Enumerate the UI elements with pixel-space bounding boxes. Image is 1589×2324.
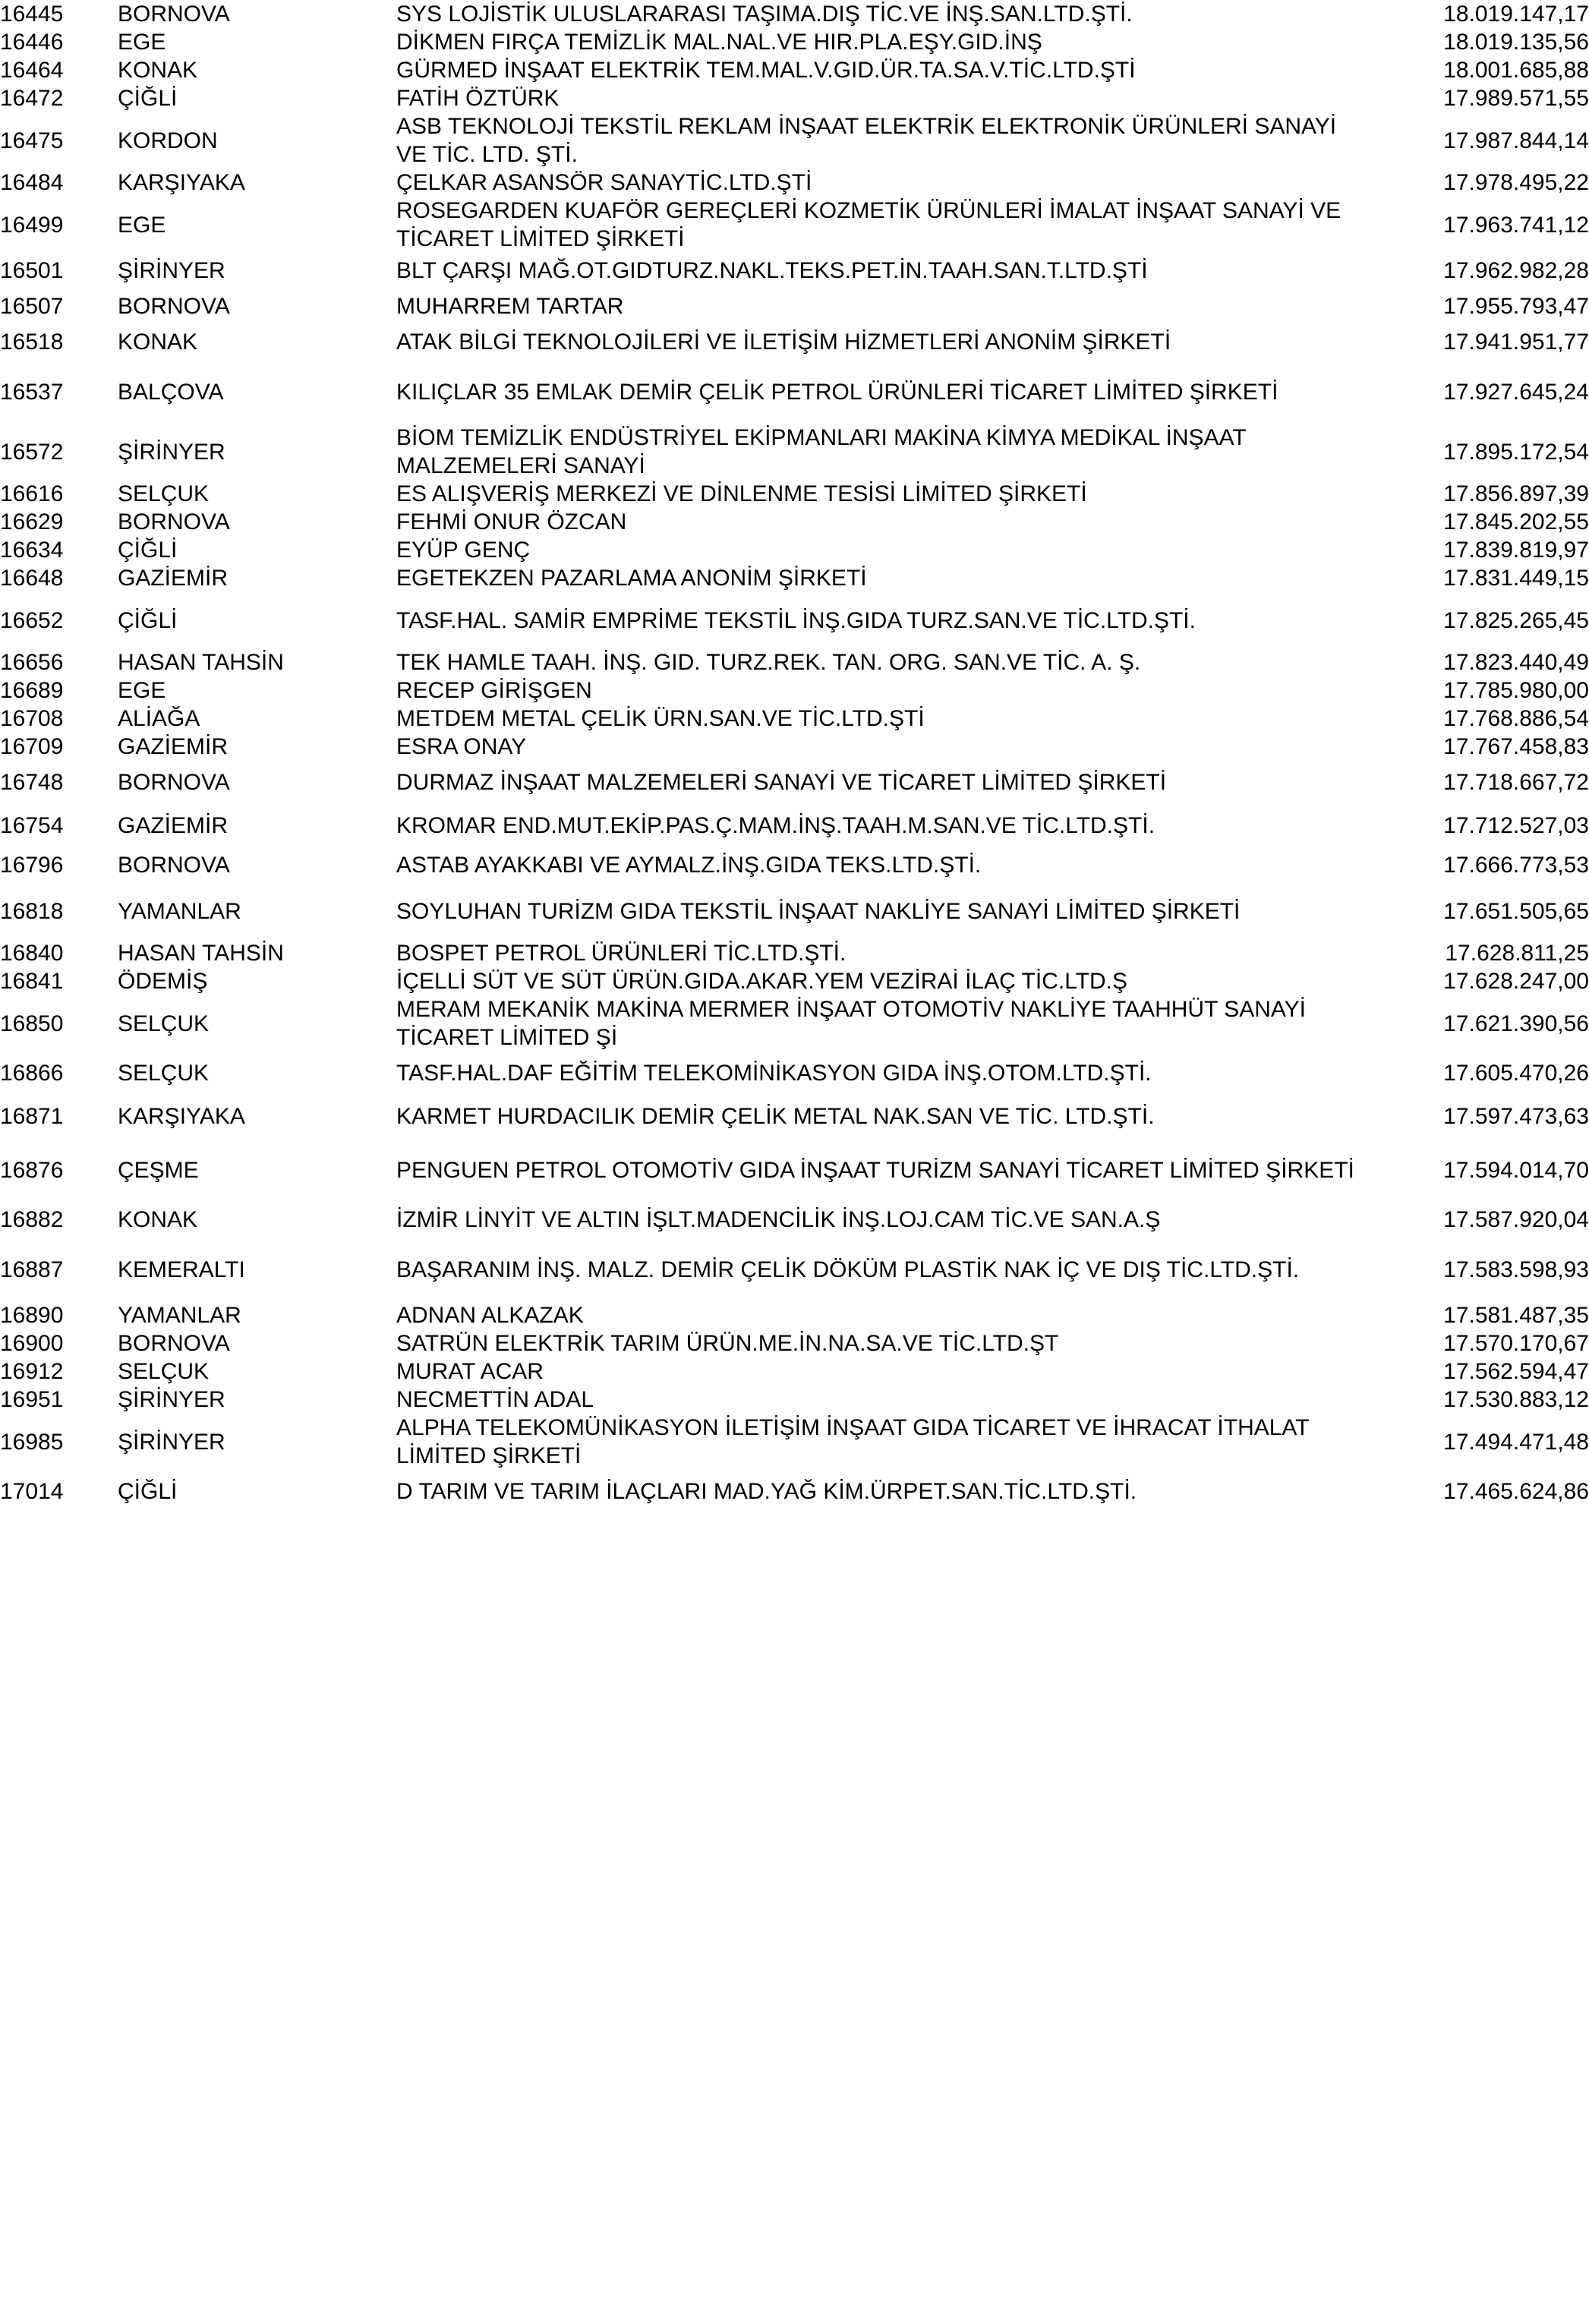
rank-cell: 16841 xyxy=(0,969,64,994)
taxpayer-name-cell: D TARIM VE TARIM İLAÇLARI MAD.YAĞ KİM.ÜRPET.SAN.TİC.LTD.ŞTİ. xyxy=(396,1479,1137,1504)
tax-office-cell: EGE xyxy=(118,678,166,703)
taxpayer-name-cell: ESRA ONAY xyxy=(396,734,527,759)
amount-cell: 17.587.920,04 xyxy=(1443,1207,1589,1232)
rank-cell: 16501 xyxy=(0,258,64,283)
taxpayer-name-cell: EGETEKZEN PAZARLAMA ANONİM ŞİRKETİ xyxy=(396,566,867,591)
tax-office-cell: ŞİRİNYER xyxy=(118,1387,225,1412)
tax-office-cell: BORNOVA xyxy=(118,294,230,319)
table-row xyxy=(0,804,1589,847)
rank-cell: 16446 xyxy=(0,30,64,55)
taxpayer-name-cell: NECMETTİN ADAL xyxy=(396,1387,594,1412)
amount-cell: 17.823.440,49 xyxy=(1443,650,1589,675)
table-row xyxy=(0,0,1589,28)
amount-cell: 17.845.202,55 xyxy=(1443,509,1589,534)
taxpayer-name-cell: EYÜP GENÇ xyxy=(396,538,531,563)
table-row xyxy=(0,995,1589,1052)
taxpayer-name-cell: KROMAR END.MUT.EKİP.PAS.Ç.MAM.İNŞ.TAAH.M.SAN.VE TİC.LTD.ŞTİ. xyxy=(396,813,1155,838)
amount-cell: 17.825.265,45 xyxy=(1443,607,1589,633)
amount-cell: 17.767.458,83 xyxy=(1443,734,1589,759)
taxpayer-name-cell: MERAM MEKANİK MAKİNA MERMER İNŞAAT OTOMOTİV NAKLİYE TAAHHÜT SANAYİ TİCARET LİMİTED Şİ xyxy=(396,997,1306,1050)
rank-cell: 16634 xyxy=(0,538,64,563)
rank-cell: 16518 xyxy=(0,330,64,355)
tax-office-cell: GAZİEMİR xyxy=(118,566,229,591)
rank-cell: 16709 xyxy=(0,734,64,759)
rank-cell: 16754 xyxy=(0,813,64,838)
taxpayer-name-cell: BİOM TEMİZLİK ENDÜSTRİYEL EKİPMANLARI MAKİNA KİMYA MEDİKAL İNŞAAT MALZEMELERİ SANAYİ xyxy=(396,425,1247,478)
table-row xyxy=(0,1470,1589,1513)
rank-cell: 16652 xyxy=(0,607,64,633)
taxpayer-name-cell: SOYLUHAN TURİZM GIDA TEKSTİL İNŞAAT NAKLİYE SANAYİ LİMİTED ŞİRKETİ xyxy=(396,898,1241,924)
table-row xyxy=(0,705,1589,733)
tax-office-cell: BORNOVA xyxy=(118,770,230,795)
rank-cell: 16876 xyxy=(0,1157,64,1183)
tax-office-cell: KARŞIYAKA xyxy=(118,170,245,195)
rank-cell: 17014 xyxy=(0,1479,64,1504)
tax-office-cell: ALİAĞA xyxy=(118,706,200,731)
tax-office-cell: KORDON xyxy=(118,128,218,153)
amount-cell: 17.962.982,28 xyxy=(1443,258,1589,283)
tax-office-cell: ŞİRİNYER xyxy=(118,258,225,283)
amount-cell: 17.605.470,26 xyxy=(1443,1061,1589,1086)
table-row xyxy=(0,28,1589,56)
rank-cell: 16887 xyxy=(0,1257,64,1282)
taxpayer-name-cell: TASF.HAL.DAF EĞİTİM TELEKOMİNİKASYON GIDA İNŞ.OTOM.LTD.ŞTİ. xyxy=(396,1061,1152,1086)
tax-office-cell: KONAK xyxy=(118,58,198,83)
amount-cell: 17.583.598,93 xyxy=(1443,1257,1589,1282)
rank-cell: 16890 xyxy=(0,1303,64,1328)
table-row xyxy=(0,592,1589,648)
table-row xyxy=(0,1052,1589,1095)
tax-office-cell: BORNOVA xyxy=(118,2,230,27)
tax-office-cell: ÇİĞLİ xyxy=(118,607,178,633)
rank-cell: 16507 xyxy=(0,294,64,319)
table-row xyxy=(0,1301,1589,1329)
tax-office-cell: HASAN TAHSİN xyxy=(118,650,284,675)
tax-office-cell: KONAK xyxy=(118,1207,198,1232)
taxpayer-name-cell: ROSEGARDEN KUAFÖR GEREÇLERİ KOZMETİK ÜRÜNLERİ İMALAT İNŞAAT SANAYİ VE TİCARET LİMİTED ŞİRKETİ xyxy=(396,198,1342,251)
rank-cell: 16475 xyxy=(0,128,64,153)
table-row xyxy=(0,289,1589,324)
tax-office-cell: KONAK xyxy=(118,330,198,355)
tax-office-cell: ÇİĞLİ xyxy=(118,1479,178,1504)
table-row xyxy=(0,648,1589,676)
rank-cell: 16464 xyxy=(0,58,64,83)
tax-office-cell: BORNOVA xyxy=(118,509,230,534)
table-row xyxy=(0,939,1589,967)
amount-cell: 17.978.495,22 xyxy=(1443,170,1589,195)
tax-office-cell: ÇİĞLİ xyxy=(118,86,178,111)
amount-cell: 17.712.527,03 xyxy=(1443,813,1589,838)
table-row xyxy=(0,1138,1589,1202)
taxpayer-name-cell: DURMAZ İNŞAAT MALZEMELERİ SANAYİ VE TİCARET LİMİTED ŞİRKETİ xyxy=(396,770,1167,795)
taxpayer-name-cell: METDEM METAL ÇELİK ÜRN.SAN.VE TİC.LTD.ŞTİ xyxy=(396,706,925,731)
rank-cell: 16866 xyxy=(0,1061,64,1086)
tax-office-cell: GAZİEMİR xyxy=(118,734,229,759)
rank-cell: 16616 xyxy=(0,481,64,506)
rank-cell: 16818 xyxy=(0,898,64,924)
amount-cell: 18.019.147,17 xyxy=(1443,2,1589,27)
table-row xyxy=(0,676,1589,705)
table-row xyxy=(0,84,1589,112)
rank-cell: 16445 xyxy=(0,2,64,27)
amount-cell: 17.955.793,47 xyxy=(1443,294,1589,319)
tax-office-cell: BORNOVA xyxy=(118,853,230,878)
table-row xyxy=(0,536,1589,564)
amount-cell: 17.570.170,67 xyxy=(1443,1331,1589,1356)
tax-office-cell: SELÇUK xyxy=(118,1011,210,1036)
table-row xyxy=(0,1329,1589,1358)
rank-cell: 16796 xyxy=(0,853,64,878)
amount-cell: 17.465.624,86 xyxy=(1443,1479,1589,1504)
table-row xyxy=(0,733,1589,761)
rank-cell: 16748 xyxy=(0,770,64,795)
table-row xyxy=(0,360,1589,424)
taxpayer-name-cell: İÇELLİ SÜT VE SÜT ÜRÜN.GIDA.AKAR.YEM VEZİRAİ İLAÇ TİC.LTD.Ş xyxy=(396,969,1128,994)
table-row xyxy=(0,967,1589,995)
tax-office-cell: EGE xyxy=(118,212,166,238)
table-row xyxy=(0,761,1589,804)
rank-cell: 16850 xyxy=(0,1011,64,1036)
rank-cell: 16499 xyxy=(0,212,64,238)
tax-office-cell: YAMANLAR xyxy=(118,1303,241,1328)
taxpayer-name-cell: SYS LOJİSTİK ULUSLARARASI TAŞIMA.DIŞ TİC.VE İNŞ.SAN.LTD.ŞTİ. xyxy=(396,2,1133,27)
tax-office-cell: BALÇOVA xyxy=(118,379,224,405)
amount-cell: 17.856.897,39 xyxy=(1443,481,1589,506)
taxpayer-name-cell: KILIÇLAR 35 EMLAK DEMİR ÇELİK PETROL ÜRÜNLERİ TİCARET LİMİTED ŞİRKETİ xyxy=(396,379,1278,405)
rank-cell: 16708 xyxy=(0,706,64,731)
amount-cell: 17.628.247,00 xyxy=(1443,969,1589,994)
taxpayer-name-cell: ASB TEKNOLOJİ TEKSTİL REKLAM İNŞAAT ELEKTRİK ELEKTRONİK ÜRÜNLERİ SANAYİ VE TİC. LTD. ŞTİ. xyxy=(396,114,1337,167)
rank-cell: 16656 xyxy=(0,650,64,675)
table-row xyxy=(0,253,1589,289)
amount-cell: 17.666.773,53 xyxy=(1443,853,1589,878)
rank-cell: 16871 xyxy=(0,1104,64,1129)
rank-cell: 16951 xyxy=(0,1387,64,1412)
table-row xyxy=(0,197,1589,253)
taxpayer-name-cell: ALPHA TELEKOMÜNİKASYON İLETİŞİM İNŞAAT GIDA TİCARET VE İHRACAT İTHALAT LİMİTED ŞİRKETİ xyxy=(396,1415,1309,1468)
tax-office-cell: SELÇUK xyxy=(118,1061,210,1086)
rank-cell: 16472 xyxy=(0,86,64,111)
table-row xyxy=(0,1238,1589,1301)
amount-cell: 17.927.645,24 xyxy=(1443,379,1589,405)
table-row xyxy=(0,1202,1589,1238)
amount-cell: 17.628.811,25 xyxy=(1445,941,1589,966)
taxpayer-name-cell: RECEP GİRİŞGEN xyxy=(396,678,592,703)
table-row xyxy=(0,508,1589,536)
amount-cell: 17.785.980,00 xyxy=(1443,678,1589,703)
taxpayer-name-cell: PENGUEN PETROL OTOMOTİV GIDA İNŞAAT TURİZM SANAYİ TİCARET LİMİTED ŞİRKETİ xyxy=(396,1157,1354,1183)
tax-office-cell: KARŞIYAKA xyxy=(118,1104,245,1129)
amount-cell: 17.831.449,15 xyxy=(1443,566,1589,591)
amount-cell: 17.941.951,77 xyxy=(1443,330,1589,355)
table-row xyxy=(0,1095,1589,1138)
taxpayer-name-cell: ADNAN ALKAZAK xyxy=(396,1303,584,1328)
amount-cell: 17.581.487,35 xyxy=(1443,1303,1589,1328)
taxpayer-name-cell: MURAT ACAR xyxy=(396,1359,544,1384)
amount-cell: 17.562.594,47 xyxy=(1443,1359,1589,1384)
table-row xyxy=(0,56,1589,84)
taxpayer-name-cell: ES ALIŞVERİŞ MERKEZİ VE DİNLENME TESİSİ LİMİTED ŞİRKETİ xyxy=(396,481,1087,506)
rank-cell: 16840 xyxy=(0,941,64,966)
table-row xyxy=(0,1414,1589,1470)
taxpayer-name-cell: SATRÜN ELEKTRİK TARIM ÜRÜN.ME.İN.NA.SA.VE TİC.LTD.ŞT xyxy=(396,1331,1059,1356)
tax-office-cell: EGE xyxy=(118,30,166,55)
rank-cell: 16912 xyxy=(0,1359,64,1384)
rank-cell: 16572 xyxy=(0,439,64,465)
amount-cell: 17.987.844,14 xyxy=(1443,128,1589,153)
amount-cell: 17.839.819,97 xyxy=(1443,538,1589,563)
amount-cell: 18.001.685,88 xyxy=(1443,58,1589,83)
amount-cell: 17.494.471,48 xyxy=(1443,1429,1589,1455)
amount-cell: 17.963.741,12 xyxy=(1443,212,1589,238)
amount-cell: 17.530.883,12 xyxy=(1443,1387,1589,1412)
rank-cell: 16629 xyxy=(0,509,64,534)
taxpayer-name-cell: FATİH ÖZTÜRK xyxy=(396,86,560,111)
amount-cell: 17.989.571,55 xyxy=(1443,86,1589,111)
table-row xyxy=(0,324,1589,360)
amount-cell: 17.597.473,63 xyxy=(1443,1104,1589,1129)
taxpayer-name-cell: BAŞARANIM İNŞ. MALZ. DEMİR ÇELİK DÖKÜM PLASTİK NAK İÇ VE DIŞ TİC.LTD.ŞTİ. xyxy=(396,1257,1300,1282)
taxpayer-name-cell: FEHMİ ONUR ÖZCAN xyxy=(396,509,627,534)
taxpayer-name-cell: ÇELKAR ASANSÖR SANAYTİC.LTD.ŞTİ xyxy=(396,170,812,195)
tax-office-cell: GAZİEMİR xyxy=(118,813,229,838)
rank-cell: 16900 xyxy=(0,1331,64,1356)
taxpayer-name-cell: TEK HAMLE TAAH. İNŞ. GID. TURZ.REK. TAN. ORG. SAN.VE TİC. A. Ş. xyxy=(396,650,1141,675)
taxpayer-name-cell: ATAK BİLGİ TEKNOLOJİLERİ VE İLETİŞİM HİZMETLERİ ANONİM ŞİRKETİ xyxy=(396,330,1171,355)
taxpayer-name-cell: İZMİR LİNYİT VE ALTIN İŞLT.MADENCİLİK İNŞ.LOJ.CAM TİC.VE SAN.A.Ş xyxy=(396,1207,1161,1232)
amount-cell: 17.718.667,72 xyxy=(1443,770,1589,795)
tax-office-cell: ŞİRİNYER xyxy=(118,439,225,465)
tax-office-cell: ŞİRİNYER xyxy=(118,1429,225,1455)
rank-cell: 16882 xyxy=(0,1207,64,1232)
tax-office-cell: KEMERALTI xyxy=(118,1257,245,1282)
rank-cell: 16484 xyxy=(0,170,64,195)
tax-office-cell: YAMANLAR xyxy=(118,898,241,924)
tax-office-cell: SELÇUK xyxy=(118,1359,210,1384)
table-row xyxy=(0,112,1589,169)
tax-office-cell: ÇİĞLİ xyxy=(118,538,178,563)
table-row xyxy=(0,169,1589,197)
taxpayer-name-cell: ASTAB AYAKKABI VE AYMALZ.İNŞ.GIDA TEKS.LTD.ŞTİ. xyxy=(396,853,982,878)
amount-cell: 18.019.135,56 xyxy=(1443,30,1589,55)
rank-cell: 16648 xyxy=(0,566,64,591)
taxpayer-name-cell: TASF.HAL. SAMİR EMPRİME TEKSTİL İNŞ.GIDA TURZ.SAN.VE TİC.LTD.ŞTİ. xyxy=(396,607,1196,633)
table-row xyxy=(0,1358,1589,1386)
table-row xyxy=(0,1386,1589,1414)
taxpayer-name-cell: BLT ÇARŞI MAĞ.OT.GIDTURZ.NAKL.TEKS.PET.İN.TAAH.SAN.T.LTD.ŞTİ xyxy=(396,258,1148,283)
amount-cell: 17.594.014,70 xyxy=(1443,1157,1589,1183)
table-row xyxy=(0,847,1589,883)
rank-cell: 16985 xyxy=(0,1429,64,1455)
tax-office-cell: BORNOVA xyxy=(118,1331,230,1356)
table-row xyxy=(0,424,1589,480)
tax-office-cell: ÖDEMİŞ xyxy=(118,969,208,994)
table-row xyxy=(0,480,1589,508)
taxpayer-name-cell: DİKMEN FIRÇA TEMİZLİK MAL.NAL.VE HIR.PLA.EŞY.GID.İNŞ xyxy=(396,30,1042,55)
tax-office-cell: HASAN TAHSİN xyxy=(118,941,284,966)
rank-cell: 16537 xyxy=(0,379,64,405)
amount-cell: 17.651.505,65 xyxy=(1443,898,1589,924)
rank-cell: 16689 xyxy=(0,678,64,703)
amount-cell: 17.621.390,56 xyxy=(1443,1011,1589,1036)
amount-cell: 17.895.172,54 xyxy=(1443,439,1589,465)
taxpayer-name-cell: GÜRMED İNŞAAT ELEKTRİK TEM.MAL.V.GID.ÜR.TA.SA.V.TİC.LTD.ŞTİ xyxy=(396,58,1136,83)
tax-office-cell: ÇEŞME xyxy=(118,1157,199,1183)
tax-office-cell: SELÇUK xyxy=(118,481,210,506)
table-row xyxy=(0,883,1589,939)
table-row xyxy=(0,564,1589,592)
taxpayer-name-cell: MUHARREM TARTAR xyxy=(396,294,624,319)
amount-cell: 17.768.886,54 xyxy=(1443,706,1589,731)
taxpayer-name-cell: KARMET HURDACILIK DEMİR ÇELİK METAL NAK.SAN VE TİC. LTD.ŞTİ. xyxy=(396,1104,1155,1129)
taxpayer-name-cell: BOSPET PETROL ÜRÜNLERİ TİC.LTD.ŞTİ. xyxy=(396,941,847,966)
